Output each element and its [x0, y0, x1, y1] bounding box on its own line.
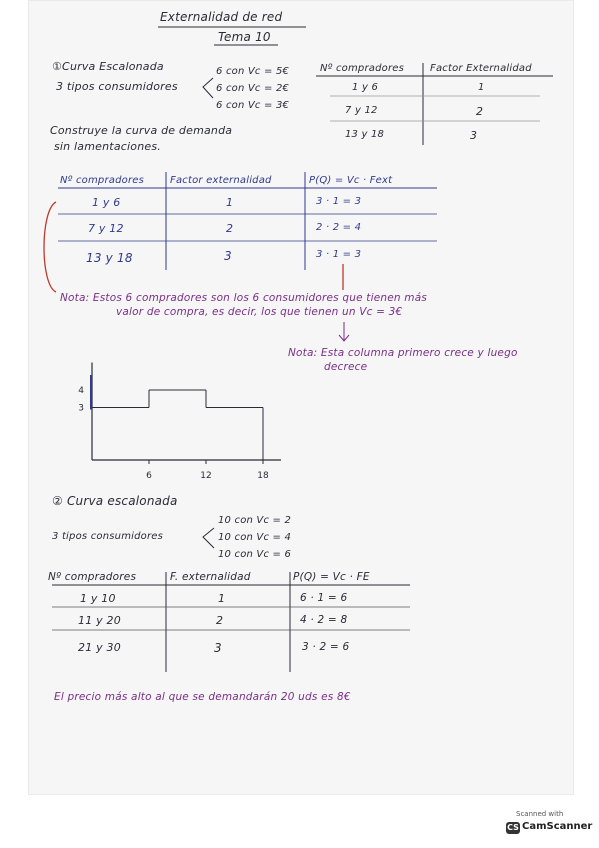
big-table-cell: 2 · 2 = 4 [316, 222, 362, 233]
table2-header: F. externalidad [170, 571, 251, 583]
chart-y-tick-label: 4 [78, 386, 84, 396]
chart-x-tick-label: 12 [200, 471, 212, 481]
part1-consumer-type: 6 con Vc = 5€ [216, 66, 290, 77]
scanned-with-label: Scanned with [516, 810, 564, 818]
consumer-bracket-1 [203, 78, 213, 98]
small-table-cell: 3 [470, 129, 478, 142]
table2-header: Nº compradores [48, 571, 137, 583]
small-table-cell: 2 [476, 105, 484, 118]
big-table-cell: 3 · 1 = 3 [316, 249, 362, 260]
part2-consumer-type: 10 con Vc = 2 [218, 515, 292, 526]
consumer-bracket-2 [203, 528, 214, 548]
camscanner-brand: CamScanner [522, 821, 593, 832]
small-table-cell: 13 y 18 [345, 129, 385, 140]
chart-y-tick-label: 3 [78, 403, 84, 414]
page-subtitle: Tema 10 [218, 30, 271, 44]
note-text: valor de compra, es decir, los que tienen un Vc = 3€ [116, 306, 403, 318]
big-table-cell: 7 y 12 [88, 222, 124, 235]
table2-cell: 2 [216, 614, 224, 627]
part1-consumer-type: 6 con Vc = 3€ [216, 100, 290, 111]
small-table-header: Nº compradores [320, 63, 405, 74]
part2-consumer-type: 10 con Vc = 6 [218, 549, 292, 560]
part1-consumers-label: 3 tipos consumidores [56, 80, 178, 93]
big-table-cell: 2 [226, 222, 234, 235]
part2-consumers-label: 3 tipos consumidores [52, 531, 164, 542]
page-title: Externalidad de red [160, 10, 283, 24]
table2-cell: 1 y 10 [80, 592, 116, 605]
note-brace [44, 202, 56, 292]
part2-heading: ② Curva escalonada [52, 494, 178, 508]
camscanner-logo-icon: CS [507, 823, 519, 832]
small-table-cell: 1 [478, 82, 485, 93]
part1-heading: ①Curva Escalonada [52, 60, 164, 73]
table2-cell: 21 y 30 [78, 641, 121, 654]
conclusion-text: El precio más alto al que se demandarán 20 uds es 8€ [54, 691, 351, 703]
note2-text: decrece [324, 361, 368, 373]
big-table-header: Nº compradores [60, 175, 145, 186]
small-table-header: Factor Externalidad [430, 63, 532, 74]
small-table-cell: 1 y 6 [352, 82, 378, 93]
note2-text: Nota: Esta columna primero crece y luego [288, 347, 518, 359]
table2-header: P(Q) = Vc · FE [293, 571, 370, 583]
small-table-cell: 7 y 12 [345, 105, 378, 116]
instruction-text: sin lamentaciones. [54, 140, 161, 153]
part2-consumer-type: 10 con Vc = 4 [218, 532, 292, 543]
part1-consumer-type: 6 con Vc = 2€ [216, 83, 290, 94]
big-table-cell: 1 [226, 196, 234, 209]
big-table-header: P(Q) = Vc · Fext [309, 175, 393, 186]
demand-step-chart [78, 363, 281, 482]
note-text: Nota: Estos 6 compradores son los 6 consumidores que tienen más [60, 292, 427, 304]
table2-cell: 4 · 2 = 8 [300, 614, 348, 626]
table2-cell: 3 [214, 641, 222, 655]
table2-cell: 11 y 20 [78, 614, 121, 627]
table2-cell: 6 · 1 = 6 [300, 592, 348, 604]
big-table-cell: 1 y 6 [92, 196, 121, 209]
table2-cell: 3 · 2 = 6 [302, 641, 350, 653]
chart-x-tick-label: 6 [146, 471, 152, 481]
big-table-header: Factor externalidad [170, 175, 272, 186]
big-table-cell: 3 [224, 249, 232, 263]
camscanner-stamp [502, 810, 593, 838]
big-table-cell: 13 y 18 [86, 251, 133, 265]
table2-cell: 1 [218, 592, 226, 605]
big-table-cell: 3 · 1 = 3 [316, 196, 362, 207]
instruction-text: Construye la curva de demanda [50, 124, 233, 137]
chart-x-tick-label: 18 [257, 471, 269, 481]
